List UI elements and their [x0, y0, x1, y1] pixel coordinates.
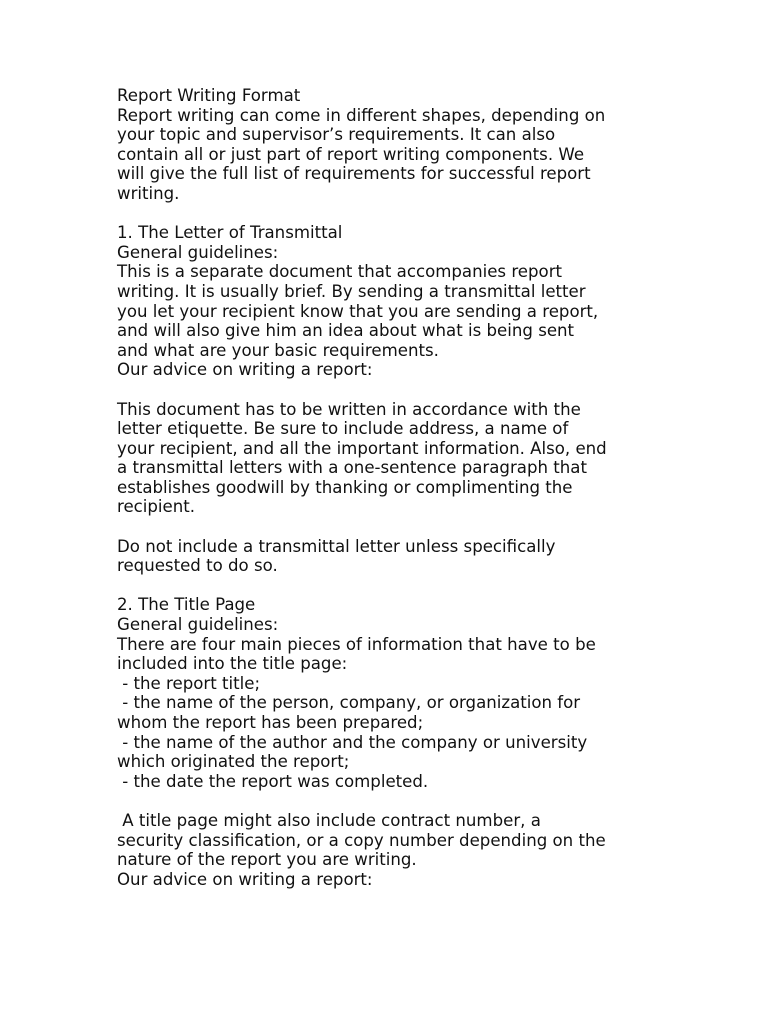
text-line: There are four main pieces of information that have to be: [117, 634, 596, 654]
text-line: requested to do so.: [117, 556, 278, 576]
list-item: - the name of the author and the company or university: [117, 732, 588, 752]
list-item: - the report title;: [117, 673, 261, 693]
text-line: security classification, or a copy number depending on the: [117, 830, 606, 850]
blank-line: [117, 204, 737, 224]
subheading: Our advice on writing a report:: [117, 360, 373, 380]
text-line: writing.: [117, 183, 180, 203]
blank-line: [117, 576, 737, 596]
text-line: A title page might also include contract number, a: [117, 810, 541, 830]
subheading: General guidelines:: [117, 242, 279, 262]
text-line: which originated the report;: [117, 752, 350, 772]
text-line: This document has to be written in accordance with the: [117, 399, 581, 419]
text-line: you let your recipient know that you are sending a report,: [117, 301, 599, 321]
blank-line: [117, 380, 737, 400]
text-line: writing. It is usually brief. By sending a transmittal letter: [117, 281, 586, 301]
text-line: This is a separate document that accompanies report: [117, 262, 563, 282]
text-line: Do not include a transmittal letter unless specifically: [117, 536, 556, 556]
text-line: establishes goodwill by thanking or complimenting the: [117, 477, 573, 497]
text-line: letter etiquette. Be sure to include address, a name of: [117, 419, 569, 439]
text-line: a transmittal letters with a one-sentence paragraph that: [117, 458, 587, 478]
blank-line: [117, 517, 737, 537]
text-line: nature of the report you are writing.: [117, 850, 417, 870]
text-line: included into the title page:: [117, 654, 348, 674]
subheading: Our advice on writing a report:: [117, 869, 373, 889]
text-line: and what are your basic requirements.: [117, 340, 439, 360]
text-line: your recipient, and all the important information. Also, end: [117, 438, 607, 458]
text-line: Report writing can come in different shapes, depending on: [117, 105, 606, 125]
subheading: General guidelines:: [117, 615, 279, 635]
text-line: contain all or just part of report writing components. We: [117, 144, 585, 164]
section-heading-title-page: 2. The Title Page: [117, 595, 256, 615]
section-heading-transmittal: 1. The Letter of Transmittal: [117, 223, 343, 243]
text-line: will give the full list of requirements for successful report: [117, 164, 591, 184]
document-page: [117, 86, 737, 889]
text-line: your topic and supervisor’s requirements. It can also: [117, 125, 556, 145]
text-line: whom the report has been prepared;: [117, 713, 424, 732]
text-line: and will also give him an idea about what is being sent: [117, 321, 575, 341]
text-line: recipient.: [117, 497, 196, 517]
document-title: Report Writing Format: [117, 86, 301, 105]
blank-line: [117, 791, 737, 811]
list-item: - the name of the person, company, or organization for: [117, 693, 581, 713]
list-item: - the date the report was completed.: [117, 771, 429, 791]
